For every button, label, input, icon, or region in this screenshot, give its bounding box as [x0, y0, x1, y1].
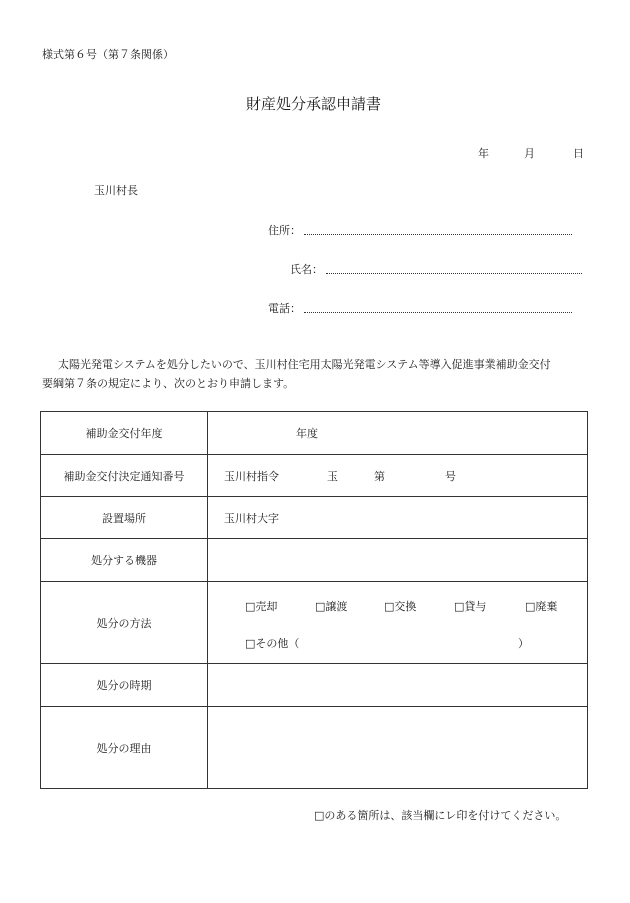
table-row	[41, 497, 588, 539]
footer-note: □のある箇所は、該当欄にレ印を付けてください。	[314, 809, 567, 822]
name-label: 氏名：	[290, 263, 323, 276]
notice-tama: 玉	[327, 469, 338, 483]
option-lend[interactable]: □貸与	[454, 600, 487, 613]
table-row	[41, 539, 588, 582]
row-label-location: 設置場所	[41, 497, 208, 539]
location-prefix: 玉川村大字	[224, 511, 279, 525]
fiscal-year-suffix: 年度	[296, 427, 318, 440]
row-value-location[interactable]	[208, 497, 588, 539]
row-value-equipment[interactable]	[208, 539, 588, 582]
row-label-timing: 処分の時期	[41, 664, 208, 707]
address-label: 住所：	[268, 224, 301, 237]
row-value-method	[208, 582, 588, 664]
option-dispose[interactable]: □廃棄	[525, 600, 558, 613]
row-label-method: 処分の方法	[41, 582, 208, 664]
table-row	[41, 664, 588, 707]
form-number: 様式第６号（第７条関係）	[42, 48, 174, 61]
address-field[interactable]	[304, 234, 572, 235]
row-label-reason: 処分の理由	[41, 707, 208, 789]
row-value-fiscal-year[interactable]	[208, 412, 588, 455]
row-label-equipment: 処分する機器	[41, 539, 208, 582]
row-value-reason[interactable]	[208, 707, 588, 789]
body-text-line1: 太陽光発電システムを処分したいので、玉川村住宅用太陽光発電システム等導入促進事業補助金交付	[58, 358, 551, 371]
date-day: 日	[573, 147, 584, 160]
table-row	[41, 707, 588, 789]
row-label-notice-number: 補助金交付決定通知番号	[41, 455, 208, 497]
phone-field[interactable]	[304, 312, 572, 313]
addressee: 玉川村長	[94, 184, 138, 197]
row-label-fiscal-year: 補助金交付年度	[41, 412, 208, 455]
option-sale[interactable]: □売却	[245, 600, 278, 613]
row-value-timing[interactable]	[208, 664, 588, 707]
notice-go: 号	[445, 469, 456, 483]
name-field[interactable]	[326, 273, 582, 274]
option-other[interactable]: □その他（	[245, 637, 300, 650]
table-row	[41, 455, 588, 497]
notice-prefix: 玉川村指令	[224, 469, 279, 483]
date-month: 月	[524, 147, 535, 160]
row-value-notice-number[interactable]	[208, 455, 588, 497]
table-row	[41, 412, 588, 455]
option-transfer[interactable]: □譲渡	[315, 600, 348, 613]
date-year: 年	[478, 147, 489, 160]
phone-label: 電話：	[268, 302, 301, 315]
table-row	[41, 582, 588, 664]
notice-dai: 第	[374, 469, 385, 483]
application-table	[40, 411, 588, 789]
option-exchange[interactable]: □交換	[384, 600, 417, 613]
body-text-line2: 要綱第７条の規定により、次のとおり申請します。	[42, 377, 295, 390]
page-title: 財産処分承認申請書	[246, 95, 382, 113]
option-other-close: ）	[518, 637, 529, 650]
